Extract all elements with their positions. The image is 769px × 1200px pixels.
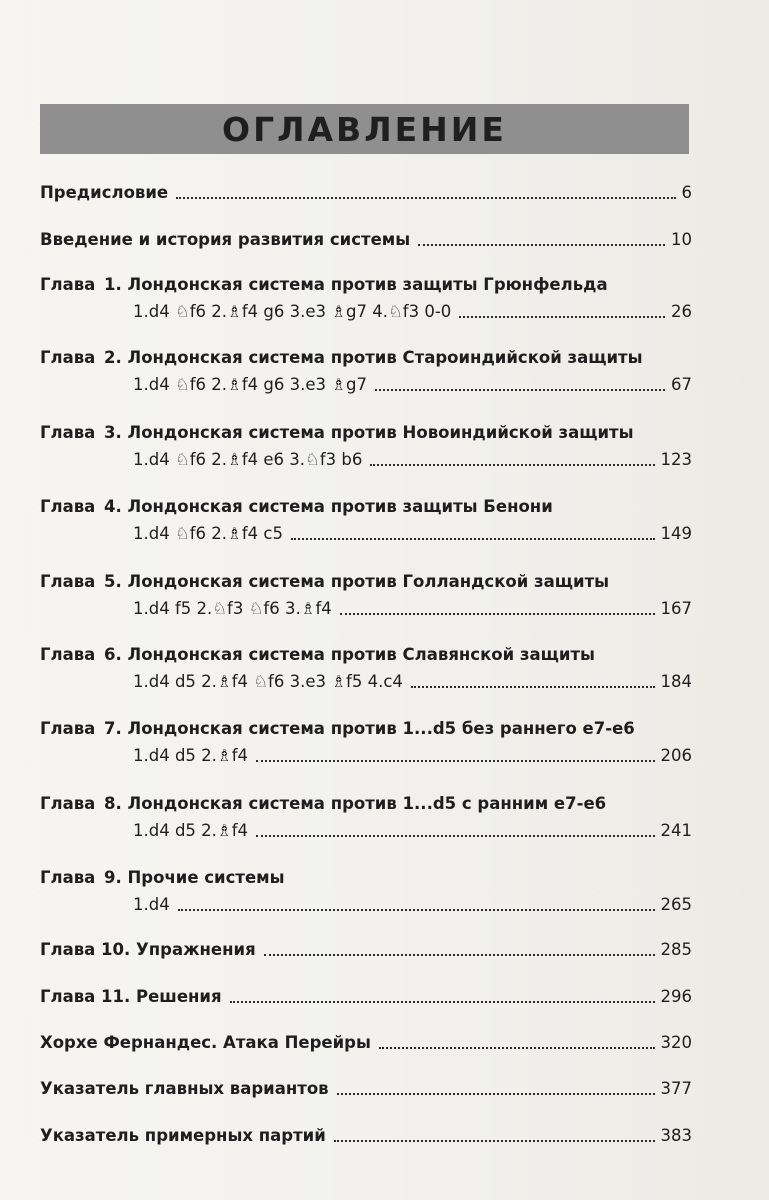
chapter-word: Глава [40,423,96,442]
chapter-title: 1. Лондонская система против защиты Грюнфельда [104,275,608,294]
toc-chapter-10[interactable] [40,938,692,962]
toc-entry-games-index[interactable] [40,1124,692,1148]
toc-label [40,643,595,667]
toc-entry-variations-index[interactable] [40,1077,692,1101]
toc-chapter-2-moves[interactable] [40,373,692,397]
toc-chapter-9-title[interactable] [40,866,692,890]
toc-page-number: 296 [660,987,692,1006]
toc-page-number: 10 [671,230,692,249]
toc-label [40,717,635,741]
toc-chapter-5-title[interactable] [40,570,692,594]
chapter-title: 3. Лондонская система против Новоиндийской защиты [104,423,634,442]
toc-chapter-3-moves[interactable] [40,448,692,472]
chapter-word: Глава [40,348,96,367]
toc-chapter-6-moves[interactable] [40,670,692,694]
toc-label: Указатель примерных партий [40,1126,326,1145]
toc-chapter-9-moves[interactable] [40,893,692,917]
toc-page-number: 383 [660,1126,692,1145]
dot-leader [334,1138,655,1142]
chapter-moves: 1.d4 d5 2.♗f4 [133,821,249,840]
chapter-word: Глава [40,275,96,294]
toc-entry-pereira-attack[interactable] [40,1031,692,1055]
dot-leader [176,195,675,199]
toc-chapter-8-moves[interactable] [40,819,692,843]
page-title: ОГЛАВЛЕНИЕ [222,109,507,149]
toc-page-number: 320 [660,1033,692,1052]
toc-label: Указатель главных вариантов [40,1079,329,1098]
chapter-moves: 1.d4 f5 2.♘f3 ♘f6 3.♗f4 [133,599,332,618]
chapter-title: 6. Лондонская система против Славянской защиты [104,645,595,664]
dot-leader [375,387,665,391]
toc-chapter-3-title[interactable] [40,421,692,445]
toc-label: Предисловие [40,183,169,202]
toc-label: Введение и история развития системы [40,230,411,249]
toc-label [40,346,643,370]
dot-leader [370,462,654,466]
toc-chapter-11[interactable] [40,985,692,1009]
toc-label [40,866,285,890]
toc-chapter-1-moves[interactable] [40,300,692,324]
toc-page-number: 6 [681,183,692,202]
toc-label [40,421,634,445]
dot-leader [411,684,655,688]
toc-page-number: 377 [660,1079,692,1098]
chapter-title: 4. Лондонская система против защиты Бенони [104,497,553,516]
toc-chapter-7-moves[interactable] [40,744,692,768]
toc-chapter-4-title[interactable] [40,495,692,519]
heading-banner [40,104,689,154]
toc-label [40,570,609,594]
chapter-title: 2. Лондонская система против Староиндийской защиты [104,348,643,367]
toc-page-number: 167 [660,599,692,618]
dot-leader [337,1091,655,1095]
chapter-word: Глава [40,645,96,664]
chapter-title: 5. Лондонская система против Голландской защиты [104,572,610,591]
toc-page-number: 206 [660,746,692,765]
toc-page-number: 184 [660,672,692,691]
toc-label [40,495,553,519]
dot-leader [418,242,665,246]
toc-label: Хорхе Фернандес. Атака Перейры [40,1033,371,1052]
toc-chapter-7-title[interactable] [40,717,692,741]
dot-leader [459,314,665,318]
toc-label [40,792,606,816]
dot-leader [264,952,655,956]
toc-page-number: 285 [660,940,692,959]
toc-chapter-4-moves[interactable] [40,522,692,546]
chapter-moves: 1.d4 ♘f6 2.♗f4 c5 [133,524,283,543]
chapter-word: Глава [40,719,96,738]
toc-label: Глава 11. Решения [40,987,222,1006]
chapter-title: 9. Прочие системы [104,868,285,887]
dot-leader [379,1045,655,1049]
toc-page-number: 123 [660,450,692,469]
toc-chapter-8-title[interactable] [40,792,692,816]
chapter-word: Глава [40,868,96,887]
toc-chapter-1-title[interactable] [40,273,692,297]
chapter-moves: 1.d4 ♘f6 2.♗f4 e6 3.♘f3 b6 [133,450,363,469]
dot-leader [256,758,654,762]
toc-chapter-6-title[interactable] [40,643,692,667]
toc-label [40,273,608,297]
chapter-word: Глава [40,572,96,591]
chapter-moves: 1.d4 [133,895,170,914]
toc-entry-preface[interactable] [40,181,692,205]
chapter-word: Глава [40,497,96,516]
toc-label: Глава 10. Упражнения [40,940,256,959]
chapter-word: Глава [40,794,96,813]
dot-leader [230,999,655,1003]
chapter-moves: 1.d4 d5 2.♗f4 [133,746,249,765]
toc-page-number: 265 [660,895,692,914]
chapter-moves: 1.d4 ♘f6 2.♗f4 g6 3.e3 ♗g7 4.♘f3 0-0 [133,302,452,321]
chapter-title: 8. Лондонская система против 1...d5 с ранним e7-e6 [104,794,607,813]
toc-entry-introduction[interactable] [40,228,692,252]
chapter-title: 7. Лондонская система против 1...d5 без раннего e7-e6 [104,719,635,738]
dot-leader [291,536,655,540]
toc-chapter-5-moves[interactable] [40,597,692,621]
dot-leader [340,611,655,615]
toc-chapter-2-title[interactable] [40,346,692,370]
chapter-moves: 1.d4 d5 2.♗f4 ♘f6 3.e3 ♗f5 4.c4 [133,672,403,691]
toc-page-number: 67 [671,375,692,394]
toc-page-number: 241 [660,821,692,840]
dot-leader [178,907,655,911]
chapter-moves: 1.d4 ♘f6 2.♗f4 g6 3.e3 ♗g7 [133,375,368,394]
toc-page-number: 149 [660,524,692,543]
dot-leader [256,833,654,837]
toc-page-number: 26 [671,302,692,321]
